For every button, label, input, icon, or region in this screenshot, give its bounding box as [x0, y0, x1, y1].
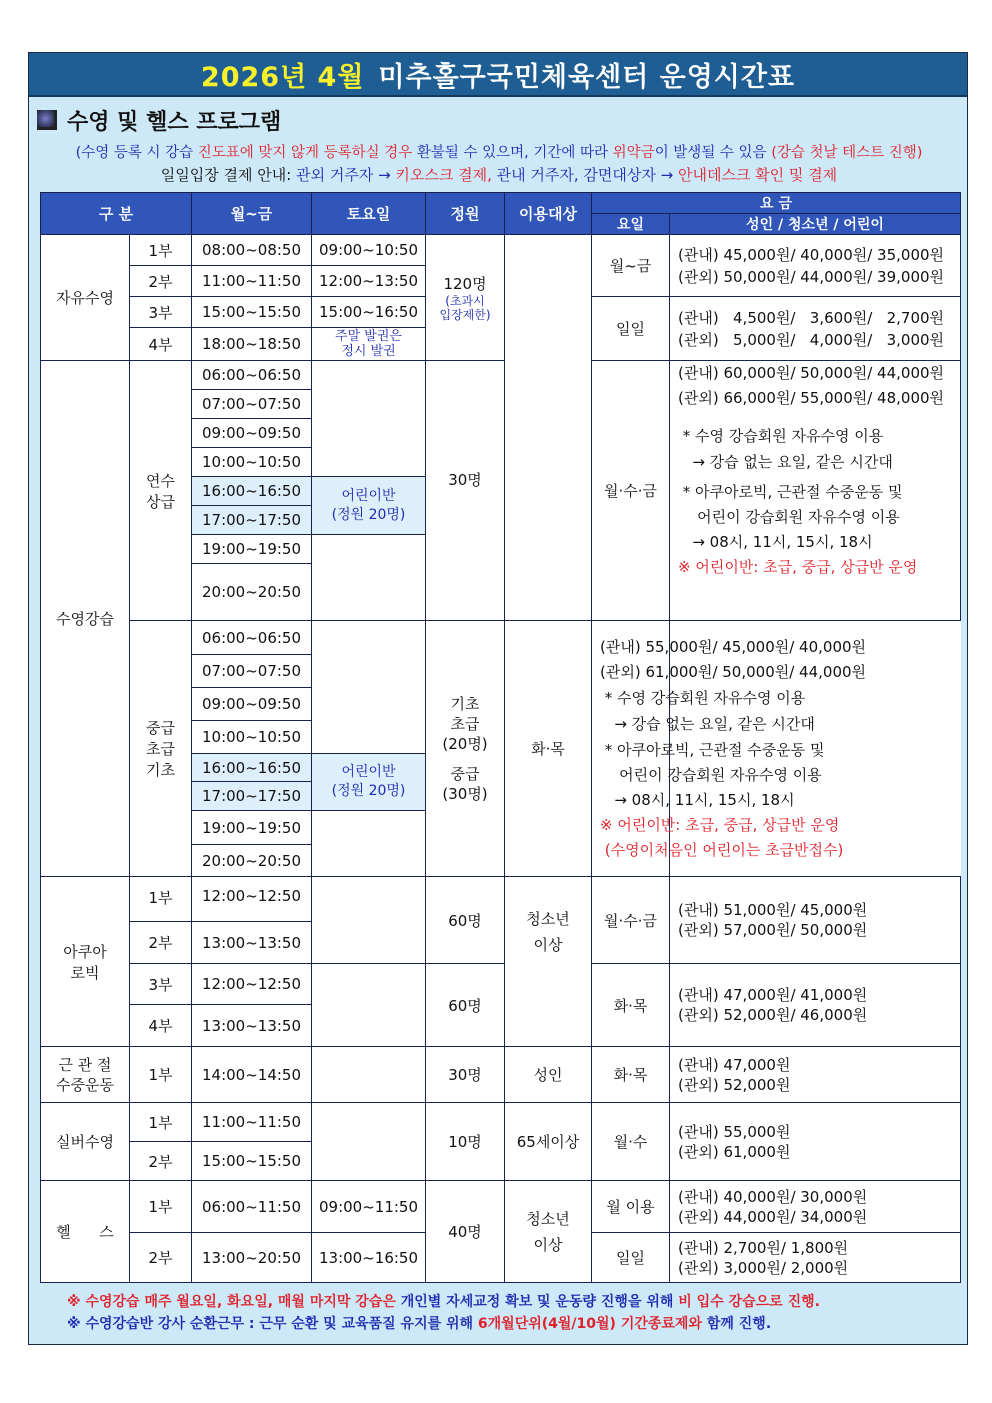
kids-class [312, 477, 426, 535]
fee-in: (관내) 51,000원/ 45,000원 [678, 901, 868, 919]
weekday-time: 10:00~10:50 [192, 448, 312, 477]
header-saturday: 토요일 [312, 193, 426, 235]
weekday-time: 15:00~15:50 [192, 1142, 312, 1181]
saturday-empty [312, 361, 426, 477]
fee-cell [670, 1103, 961, 1181]
weekday-time: 06:00~06:50 [192, 361, 312, 390]
part-cell: 1부 [130, 1047, 192, 1103]
fee-in: (관내) 47,000원/ 41,000원 [678, 986, 868, 1004]
fee-out: (관외) 50,000원/ 44,000원/ 39,000원 [678, 267, 945, 286]
weekday-time: 18:00~18:50 [192, 328, 312, 361]
header-fee: 요 금 [592, 193, 961, 214]
weekday-time: 15:00~15:50 [192, 297, 312, 328]
silver-target: 65세이상 [505, 1103, 592, 1181]
title-year-month: 2026년 4월 [200, 61, 365, 93]
part-cell: 4부 [130, 1005, 192, 1047]
fee-in: (관내) 55,000원/ 45,000원/ 40,000원 [600, 637, 867, 656]
section-heading [37, 105, 281, 135]
kids-class-label: 어린이반 [341, 764, 396, 780]
advanced-capacity: 30명 [426, 361, 505, 621]
footer-text-red: 기간종료제와 [615, 1316, 702, 1332]
target-line: 이상 [533, 935, 563, 954]
footer-text-blue: ※ 수영강습반 강사 순환근무 : 근무 순환 및 교육품질 유지를 위해 [67, 1316, 478, 1332]
fee-note: → 08시, 11시, 15시, 18시 [600, 790, 795, 809]
fee-out: (관외) 61,000원/ 50,000원/ 44,000원 [600, 662, 867, 681]
payment-text: 관내 거주자, 감면대상자 → [491, 166, 678, 184]
weekday-time: 09:00~09:50 [192, 688, 312, 721]
kids-class [312, 754, 426, 811]
saturday-empty [312, 964, 426, 1047]
cap-text: (20명) [442, 734, 488, 753]
fee-day: 화·목 [592, 1047, 670, 1103]
part-cell: 1부 [130, 877, 192, 922]
footer-text-red: ※ 수영강습 매주 월요일, 화요일, 매월 마지막 강습은 [67, 1294, 401, 1310]
silver-capacity: 10명 [426, 1103, 505, 1181]
fee-cell [670, 1181, 961, 1233]
fee-cell [670, 1233, 961, 1283]
joint-name-line: 수중운동 [56, 1075, 114, 1094]
saturday-time: 09:00~10:50 [312, 235, 426, 266]
fee-note: * 아쿠아로빅, 근관절 수중운동 및 [600, 740, 825, 759]
fee-note: 어린이 강습회원 자유수영 이용 [600, 765, 822, 784]
notice-text-red: 진도표에 맞지 않게 등록하실 경우 [197, 145, 413, 161]
table-row [41, 877, 961, 922]
level-text: 초급 [146, 740, 175, 758]
health-capacity: 40명 [426, 1181, 505, 1283]
weekday-time: 11:00~11:50 [192, 266, 312, 297]
fee-cell [670, 877, 961, 964]
weekday-time: 20:00~20:50 [192, 564, 312, 621]
fee-day: 월 이용 [592, 1181, 670, 1233]
fee-note-red: ※ 어린이반: 초급, 중급, 상급반 운영 [600, 815, 840, 834]
fee-day: 일일 [592, 297, 670, 361]
silver-name: 실버수영 [41, 1103, 130, 1181]
saturday-note-line: 주말 발권은 [335, 329, 402, 344]
part-cell: 3부 [130, 297, 192, 328]
fee-note-red: (수영이처음인 어린이는 초급반접수) [600, 840, 844, 859]
table-row [41, 1181, 961, 1233]
weekday-time: 10:00~10:50 [192, 721, 312, 754]
saturday-note [312, 328, 426, 361]
footer-text-red: 6개월단위(4월/10월) [477, 1316, 616, 1332]
saturday-empty [312, 535, 426, 621]
table-row [41, 1103, 961, 1142]
payment-notice [29, 164, 969, 185]
cap-text: 초급 [450, 714, 480, 733]
part-cell: 2부 [130, 266, 192, 297]
saturday-empty [312, 811, 426, 877]
fee-cell [670, 297, 961, 361]
header-capacity: 정원 [426, 193, 505, 235]
footer-text-blue: 개인별 자세교정 확보 및 운동량 진행을 위해 [400, 1294, 679, 1310]
schedule-table [40, 192, 961, 1283]
fee-in: (관내) 40,000원/ 30,000원 [678, 1187, 868, 1206]
joint-target: 성인 [505, 1047, 592, 1103]
aqua-capacity: 60명 [426, 877, 505, 964]
fee-cell [670, 361, 961, 621]
fee-note-red: ※ 어린이반: 초급, 중급, 상급반 운영 [678, 558, 918, 576]
payment-label: 일일입장 결제 안내: [160, 166, 297, 184]
header-target: 이용대상 [505, 193, 592, 235]
cap-text: (30명) [442, 784, 488, 803]
table-row [41, 235, 961, 266]
fee-note: * 수영 강습회원 자유수영 이용 [678, 427, 884, 445]
saturday-time: 13:00~16:50 [312, 1233, 426, 1283]
title-name: 미추홀구국민체육센터 운영시간표 [378, 61, 796, 93]
weekday-time-kids: 16:00~16:50 [192, 754, 312, 782]
aqua-name [41, 877, 130, 1047]
health-target [505, 1181, 592, 1283]
fee-day: 일일 [592, 1233, 670, 1283]
saturday-empty [312, 1103, 426, 1181]
header-fee-groups: 성인 / 청소년 / 어린이 [670, 214, 961, 235]
weekday-time: 19:00~19:50 [192, 811, 312, 845]
part-cell: 1부 [130, 1103, 192, 1142]
saturday-time: 15:00~16:50 [312, 297, 426, 328]
weekday-time: 07:00~07:50 [192, 390, 312, 419]
part-cell: 2부 [130, 922, 192, 964]
payment-text-red: 키오스크 결제, [395, 166, 492, 184]
weekday-time-kids: 16:00~16:50 [192, 477, 312, 506]
saturday-time: 12:00~13:50 [312, 266, 426, 297]
saturday-note-line: 정시 발권 [341, 344, 396, 359]
kids-class-capacity: (정원 20명) [331, 783, 406, 799]
notice-text-red: 위약금 [612, 145, 655, 161]
saturday-time: 09:00~11:50 [312, 1181, 426, 1233]
part-cell: 3부 [130, 964, 192, 1005]
level-text: 기초 [146, 761, 175, 779]
fee-note: → 강습 없는 요일, 같은 시간대 [678, 453, 893, 471]
fee-out: (관외) 61,000원 [678, 1142, 791, 1161]
fee-day: 월·수·금 [592, 361, 670, 621]
weekday-time: 13:00~20:50 [192, 1233, 312, 1283]
weekday-time-kids: 17:00~17:50 [192, 506, 312, 535]
notice-text: (수영 등록 시 강습 [75, 145, 198, 161]
weekday-time: 11:00~11:50 [192, 1103, 312, 1142]
target-line: 이상 [533, 1235, 563, 1254]
joint-capacity: 30명 [426, 1047, 505, 1103]
notice-text: 이 발생될 수 있음 [654, 145, 772, 161]
fee-out: (관외) 66,000원/ 55,000원/ 48,000원 [678, 389, 945, 407]
advanced-level [130, 361, 192, 621]
fee-in: (관내) 47,000원 [678, 1055, 791, 1074]
payment-text: 관외 거주자 → [296, 166, 396, 184]
weekday-time: 08:00~08:50 [192, 235, 312, 266]
fee-cell [592, 621, 867, 877]
kids-class-capacity: (정원 20명) [331, 506, 406, 523]
level-text: 중급 [146, 719, 175, 737]
weekday-time: 06:00~06:50 [192, 621, 312, 655]
registration-notice [35, 141, 963, 162]
saturday-empty [312, 1047, 426, 1103]
fee-in: (관내) 45,000원/ 40,000원/ 35,000원 [678, 245, 945, 264]
intermediate-level [130, 621, 192, 877]
weekday-time: 12:00~12:50 [192, 964, 312, 1005]
joint-name-line: 근 관 절 [58, 1055, 112, 1074]
notice-text-red: (강습 첫날 테스트 진행) [771, 145, 923, 161]
lesson-target-top [505, 235, 592, 621]
part-cell: 1부 [130, 235, 192, 266]
level-text: 상급 [146, 492, 175, 511]
aqua-capacity: 60명 [426, 964, 505, 1047]
title-bar [29, 53, 967, 97]
fee-cell [670, 1047, 961, 1103]
fee-in: (관내) 60,000원/ 50,000원/ 44,000원 [678, 364, 945, 382]
intermediate-capacity [426, 621, 505, 877]
weekday-time: 13:00~13:50 [192, 1005, 312, 1047]
header-category: 구 분 [41, 193, 192, 235]
kids-class-label: 어린이반 [341, 487, 396, 504]
fee-day: 월~금 [592, 235, 670, 297]
fee-out: (관외) 52,000원 [678, 1075, 791, 1094]
section-label: 수영 및 헬스 프로그램 [67, 109, 282, 135]
fee-cell [670, 964, 961, 1047]
fee-note: * 아쿠아로빅, 근관절 수중운동 및 [678, 483, 903, 501]
fee-day: 화·목 [505, 621, 592, 877]
timetable-document [28, 52, 968, 1345]
fee-note: 어린이 강습회원 자유수영 이용 [678, 508, 900, 526]
part-cell: 2부 [130, 1233, 192, 1283]
table-row [41, 361, 961, 390]
fee-day: 화·목 [592, 964, 670, 1047]
target-line: 청소년 [526, 1209, 570, 1228]
notice-text: 환불될 수 있으며, 기간에 따라 [412, 145, 613, 161]
fee-note: * 수영 강습회원 자유수영 이용 [600, 688, 806, 707]
part-cell: 1부 [130, 1181, 192, 1233]
fee-out: (관외) 57,000원/ 50,000원 [678, 921, 868, 939]
fee-note: → 강습 없는 요일, 같은 시간대 [600, 714, 815, 733]
fee-day: 월·수 [592, 1103, 670, 1181]
weekday-time: 06:00~11:50 [192, 1181, 312, 1233]
lessons-name: 수영강습 [41, 361, 130, 877]
aqua-target [505, 877, 592, 1047]
capacity-note: 입장제한) [439, 308, 491, 322]
level-text: 연수 [146, 471, 175, 490]
fee-out: (관외) 3,000원/ 2,000원 [678, 1258, 849, 1277]
weekday-time: 12:00~12:50 [192, 877, 312, 922]
weekday-time: 13:00~13:50 [192, 922, 312, 964]
capacity-value: 120명 [443, 275, 487, 293]
weekday-time: 07:00~07:50 [192, 655, 312, 688]
cap-text: 기초 [450, 694, 480, 713]
saturday-empty [312, 621, 426, 754]
part-cell: 4부 [130, 328, 192, 361]
footer-text-blue: 함께 진행. [701, 1316, 772, 1332]
square-bullet-icon [37, 110, 57, 130]
fee-out: (관외) 5,000원/ 4,000원/ 3,000원 [678, 330, 945, 349]
fee-in: (관내) 55,000원 [678, 1122, 791, 1141]
weekday-time: 09:00~09:50 [192, 419, 312, 448]
fee-note: → 08시, 11시, 15시, 18시 [678, 533, 873, 551]
footer-line-2 [29, 1313, 969, 1335]
payment-text-red: 안내데스크 확인 및 결제 [677, 166, 838, 184]
saturday-empty [312, 877, 426, 964]
free-swim-capacity [426, 235, 505, 361]
weekday-time: 20:00~20:50 [192, 845, 312, 877]
joint-name [41, 1047, 130, 1103]
aqua-name-line: 아쿠아 [63, 942, 107, 961]
header-fee-day: 요일 [592, 214, 670, 235]
aqua-name-line: 로빅 [70, 963, 100, 982]
fee-day: 월·수·금 [592, 877, 670, 964]
weekday-time: 14:00~14:50 [192, 1047, 312, 1103]
free-swim-name: 자유수영 [41, 235, 130, 361]
fee-in: (관내) 2,700원/ 1,800원 [678, 1238, 849, 1257]
fee-out: (관외) 44,000원/ 34,000원 [678, 1207, 868, 1226]
health-name: 헬 스 [41, 1181, 130, 1283]
target-line: 청소년 [526, 909, 570, 928]
fee-out: (관외) 52,000원/ 46,000원 [678, 1006, 868, 1024]
weekday-time: 19:00~19:50 [192, 535, 312, 564]
footer-notes [29, 1291, 969, 1335]
fee-cell [670, 235, 961, 297]
capacity-note: (초과시 [445, 294, 485, 308]
table-row [41, 621, 961, 655]
part-cell: 2부 [130, 1142, 192, 1181]
fee-in: (관내) 4,500원/ 3,600원/ 2,700원 [678, 308, 945, 327]
footer-text-red: 비 입수 강습으로 진행. [678, 1294, 820, 1310]
table-row [41, 1047, 961, 1103]
weekday-time-kids: 17:00~17:50 [192, 782, 312, 811]
cap-text: 중급 [450, 764, 480, 783]
footer-line-1 [29, 1291, 969, 1313]
table-row [41, 964, 961, 1005]
header-weekday: 월~금 [192, 193, 312, 235]
